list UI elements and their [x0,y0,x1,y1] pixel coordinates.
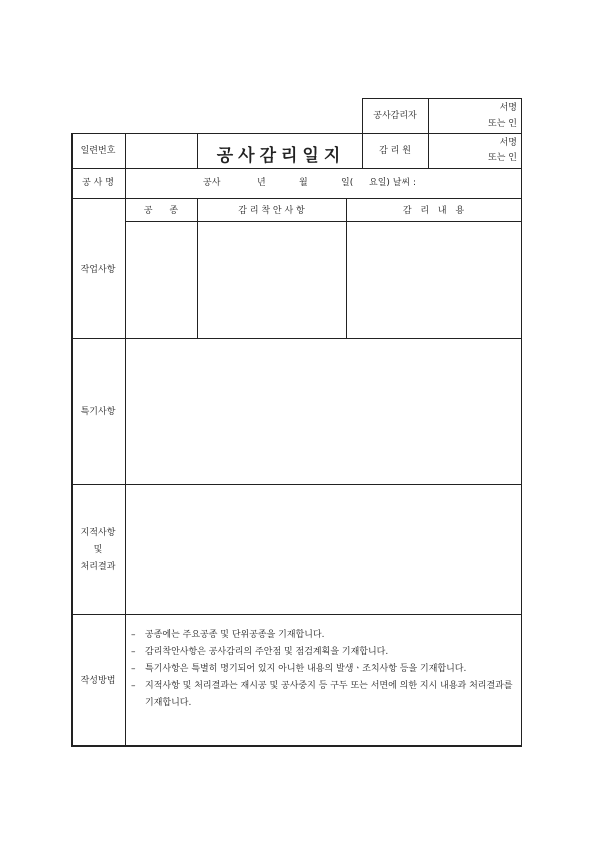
findings-label-line-1: 지적사항 [80,528,116,538]
row-divider-4 [71,484,522,485]
work-header-divider [125,221,522,222]
supervisor-sign-line-1: 서명 [499,103,517,113]
row-divider-3 [71,338,522,339]
instruction-item: – 지적사항 및 처리결과는 재시공 및 공사중지 등 구두 또는 서면에 의한 지시 내용과 처리결과를 기재합니다. [131,678,519,712]
date-day: 일( [341,178,354,188]
supervisor-label: 공사감리자 [373,111,417,121]
inspector-label: 감 리 원 [379,146,411,156]
column-header-content: 감 리 내 용 [402,206,465,216]
form-right-border [521,98,522,746]
column-header-trade: 공 종 [143,206,179,216]
form-bottom-border [71,745,522,747]
column-header-focus: 감 리 착 안 사 항 [238,206,305,216]
inspector-sign-line-2: 또는 인 [488,153,517,163]
dash-bullet: – [131,630,136,640]
date-year: 년 [257,178,266,188]
date-prefix: 공사 [203,178,221,188]
dash-bullet: – [131,681,136,691]
sign-box-top-border [362,98,522,99]
instructions-list [131,627,519,712]
instruction-item: – 감리착안사항은 공사감리의 주안점 및 점검계획을 기재합니다. [131,644,519,661]
date-month: 월 [299,178,308,188]
dash-bullet: – [131,647,136,657]
findings-label-line-3: 처리결과 [80,562,116,572]
special-notes-label: 특기사항 [80,407,116,417]
weekday-weather: 요일) 날씨 : [369,178,417,188]
instruction-item: – 공종에는 주요공종 및 단위공종을 기재합니다. [131,627,519,644]
dash-bullet: – [131,664,136,674]
instructions-label: 작성방법 [80,676,116,686]
row-divider-2 [71,198,522,199]
instruction-item: – 특기사항은 특별히 명기되어 있지 아니한 내용의 발생ㆍ조치사항 등을 기재합니다. [131,661,519,678]
inspector-sign-line-1: 서명 [499,138,517,148]
row-divider-5 [71,614,522,615]
findings-label-line-2: 및 [93,545,103,555]
serial-number-label: 일련번호 [80,146,116,156]
form-top-border [71,133,522,134]
page-title: 공사감리일지 [216,146,346,166]
work-col-divider-1 [197,198,198,339]
form-left-border [71,133,73,746]
row-divider-1 [71,168,522,169]
work-col-divider-2 [346,198,347,339]
label-column-divider [125,133,126,746]
serial-box-divider [197,133,198,168]
project-name-label: 공 사 명 [82,178,114,188]
work-items-label: 작업사항 [80,265,116,275]
supervisor-sign-line-2: 또는 인 [488,119,517,129]
